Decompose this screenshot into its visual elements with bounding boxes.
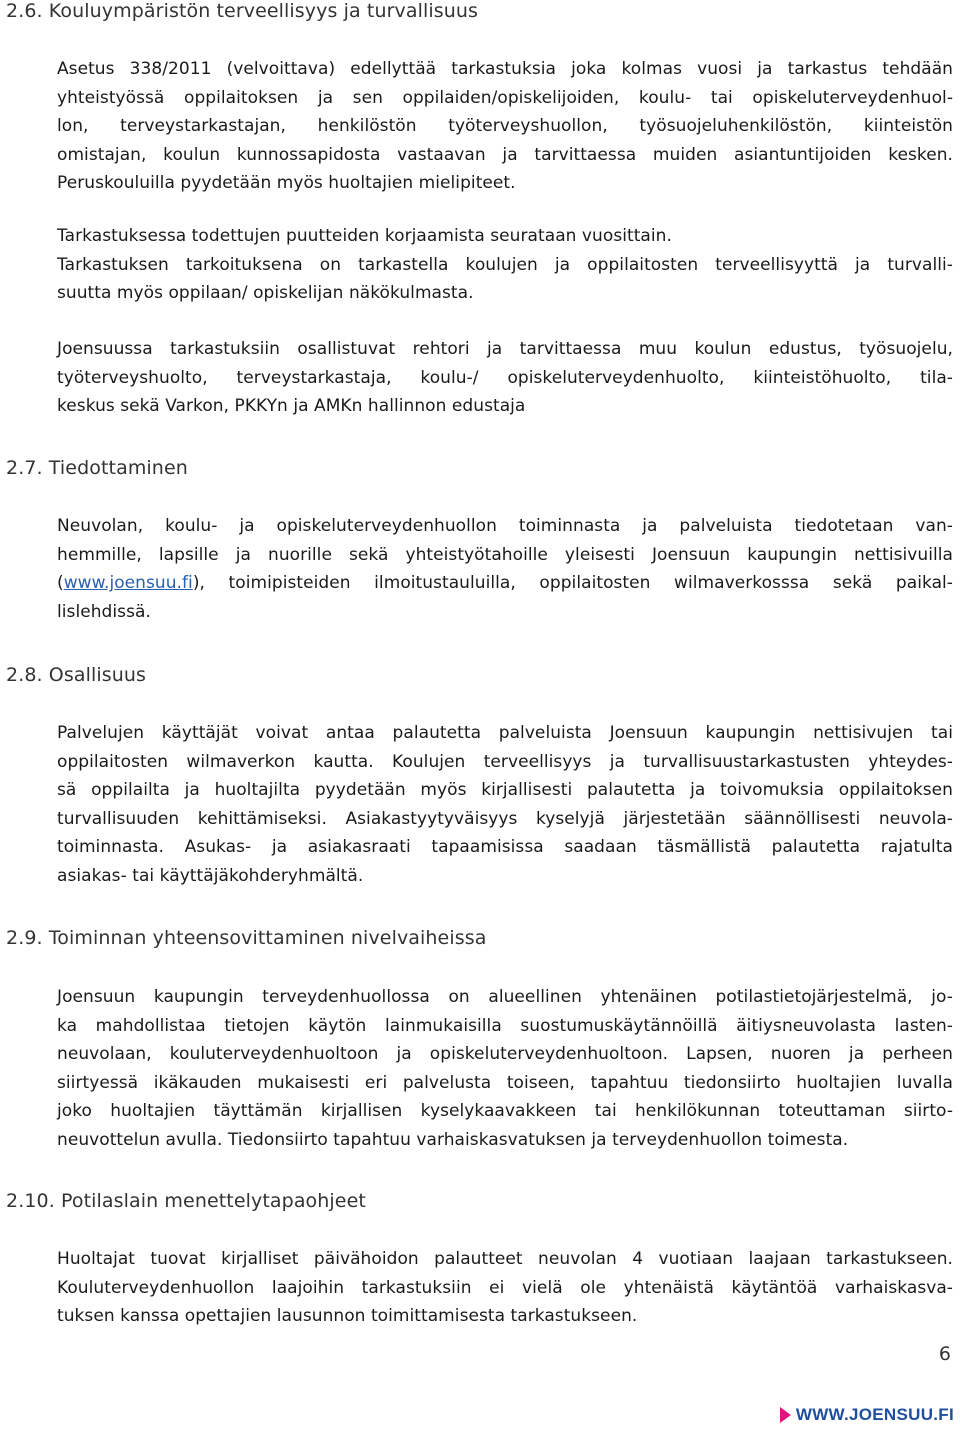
- text-line: neuvottelun avulla. Tiedonsiirto tapahtuu varhaiskasvatuksen ja terveydenhuollon toimesta.: [57, 1129, 849, 1150]
- paragraph-joensuu-osallistujat: [57, 335, 953, 421]
- section-heading-2-8: 2.8. Osallisuus: [6, 664, 147, 686]
- text-line: Asetus 338/2011 (velvoittava) edellyttää tarkastuksia joka kolmas vuosi ja tarkastus tehdään: [57, 59, 953, 79]
- text-line: keskus sekä Varkon, PKKYn ja AMKn hallinnon edustaja: [57, 396, 526, 417]
- text-line: Neuvolan, koulu- ja opiskeluterveydenhuollon toiminnasta ja palveluista tiedotetaan van-: [57, 516, 953, 536]
- text-fragment: (: [57, 573, 64, 594]
- text-line: lon, terveystarkastajan, henkilöstön työterveyshuollon, työsuojeluhenkilöstön, kiinteistön: [57, 116, 953, 137]
- joensuu-logo: [780, 1405, 954, 1425]
- text-line: työterveyshuolto, terveystarkastaja, koulu-/ opiskeluterveydenhuolto, kiinteistöhuolto, tila-: [57, 367, 953, 388]
- section-heading-2-9: 2.9. Toiminnan yhteensovittaminen nivelvaiheissa: [6, 927, 487, 949]
- text-line: turvallisuuden kehittämiseksi. Asiakastyytyväisyys kyselyjä järjestetään säännöllisesti neuvola-: [57, 808, 953, 829]
- text-line: oppilaitosten wilmaverkon kautta. Koulujen terveellisyys ja turvallisuustarkastusten yhteydes-: [57, 751, 953, 772]
- text-line: siirtyessä ikäkauden mukaisesti eri palvelusta toiseen, tapahtuu tiedonsiirto huoltajien luvalla: [57, 1072, 953, 1093]
- logo-text: WWW.JOENSUU.FI: [795, 1405, 954, 1424]
- paragraph-tiedottaminen: [57, 512, 953, 626]
- text-line: neuvolaan, kouluterveydenhuoltoon ja opiskeluterveydenhuoltoon. Lapsen, nuoren ja perheen: [57, 1044, 953, 1065]
- text-line: lislehdissä.: [57, 601, 151, 622]
- paragraph-osallisuus: [57, 719, 953, 891]
- text-line: Huoltajat tuovat kirjalliset päivähoidon palautteet neuvolan 4 vuotiaan laajaan tarkastukseen.: [57, 1249, 953, 1269]
- text-line: Joensuun kaupungin terveydenhuollossa on alueellinen yhtenäinen potilastietojärjestelmä, jo-: [57, 987, 953, 1007]
- paragraph-asetus: [57, 55, 953, 198]
- text-line: ka mahdollistaa tietojen käytön lainmukaisilla suostumuskäytännöillä äitiysneuvolasta lasten-: [57, 1015, 953, 1036]
- text-line-with-link: [57, 569, 953, 598]
- text-line: suutta myös oppilaan/ opiskelijan näkökulmasta.: [57, 283, 474, 304]
- paragraph-tarkastus: [57, 222, 953, 308]
- text-line: Tarkastuksen tarkoituksena on tarkastella koulujen ja oppilaitosten terveellisyyttä ja turvalli-: [57, 254, 953, 275]
- text-line: omistajan, koulun kunnossapidosta vastaavan ja tarvittaessa muiden asiantuntijoiden kesken.: [57, 144, 953, 165]
- section-heading-2-7: 2.7. Tiedottaminen: [6, 457, 188, 479]
- text-fragment: ), toimipisteiden ilmoitustauluilla, oppilaitosten wilmaverkosssa sekä paikal-: [192, 573, 953, 594]
- text-line: tuksen kanssa opettajien lausunnon toimittamisesta tarkastukseen.: [57, 1306, 638, 1327]
- text-line: asiakas- tai käyttäjäkohderyhmältä.: [57, 865, 364, 886]
- text-line: joko huoltajien täyttämän kirjallisen kyselykaavakkeen tai henkilökunnan toteuttaman siirto-: [57, 1101, 953, 1122]
- text-line: yhteistyössä oppilaitoksen ja sen oppilaiden/opiskelijoiden, koulu- tai opiskeluterveydenhuol-: [57, 87, 953, 108]
- text-line: toiminnasta. Asukas- ja asiakasraati tapaamisissa saadaan täsmällistä palautetta rajatulta: [57, 837, 953, 858]
- play-arrow-icon: [780, 1407, 791, 1423]
- section-heading-2-6: 2.6. Kouluympäristön terveellisyys ja turvallisuus: [6, 0, 479, 22]
- page-number: 6: [938, 1343, 951, 1365]
- section-heading-2-10: 2.10. Potilaslain menettelytapaohjeet: [6, 1190, 366, 1212]
- joensuu-website-link[interactable]: www.joensuu.fi: [63, 573, 193, 594]
- paragraph-yhteensovittaminen: [57, 983, 953, 1155]
- text-line: Tarkastuksessa todettujen puutteiden korjaamista seurataan vuosittain.: [57, 226, 672, 246]
- text-line: sä oppilailta ja huoltajilta pyydetään myös kirjallisesti palautetta ja toivomuksia oppilaitoksen: [57, 780, 953, 801]
- text-line: Joensuussa tarkastuksiin osallistuvat rehtori ja tarvittaessa muu koulun edustus, työsuojelu,: [57, 339, 953, 359]
- text-line: hemmille, lapsille ja nuorille sekä yhteistyötahoille yleisesti Joensuun kaupungin nettisivuilla: [57, 544, 953, 565]
- paragraph-potilaslaki: [57, 1245, 953, 1331]
- text-line: Peruskouluilla pyydetään myös huoltajien mielipiteet.: [57, 173, 516, 194]
- text-line: Palvelujen käyttäjät voivat antaa palautetta palveluista Joensuun kaupungin nettisivujen tai: [57, 723, 953, 743]
- text-line: Kouluterveydenhuollon laajoihin tarkastuksiin ei vielä ole yhtenäistä käytäntöä varhaiskasva-: [57, 1277, 953, 1298]
